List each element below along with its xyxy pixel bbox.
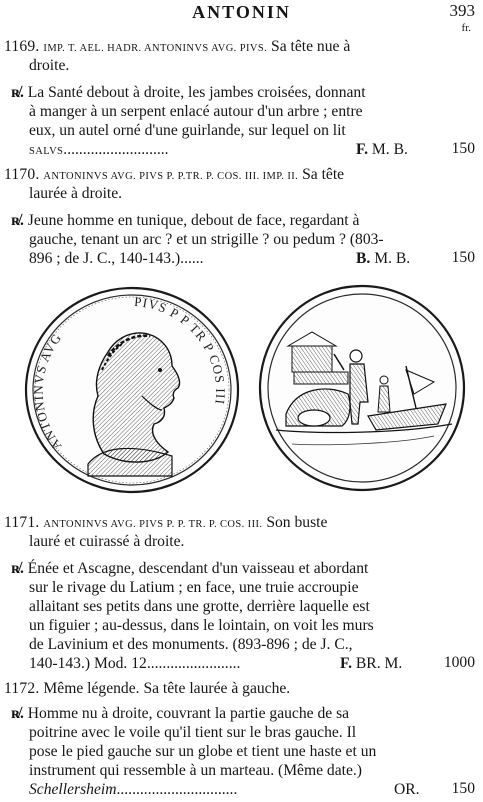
reverse-description: Homme nu à droite, couvrant la partie gauche de sa	[27, 705, 350, 722]
leader-dots: ...........................	[63, 141, 169, 158]
metal-module: M. B.	[374, 250, 411, 267]
leader-dots: ........................	[146, 655, 241, 672]
reverse-line: instrument qui ressemble à un marteau. (Même date.)	[29, 762, 362, 779]
reverse-description: 140-143.) Mod. 12	[29, 655, 147, 672]
metal-module: M. B.	[371, 141, 408, 158]
entry-obverse-line: laurée à droite.	[29, 185, 123, 202]
reverse-line: de Lavinium et des monuments. (893-896 ; de J. C.,	[29, 636, 353, 653]
reverse-line: à manger à un serpent enlacé autour d'un arbre ; entre	[29, 103, 363, 120]
reverse-marker: ʀ̸.	[11, 705, 24, 722]
coin-legend: IMP. T. AEL. HADR. ANTONINVS AVG. PIVS.	[43, 43, 268, 54]
rarity-grade: F.	[356, 141, 368, 158]
metal-module: BR. M.	[355, 655, 403, 672]
reverse-line: un figuier ; au-dessus, dans le lointain, on voit les murs	[29, 617, 374, 634]
entry-obverse-line: droite.	[29, 57, 70, 74]
reverse-line: gauche, tenant un arc ? et un strigille ? ou pedum ? (803-	[29, 231, 384, 248]
price: 1000	[443, 654, 475, 671]
coin-legend: ANTONINVS AVG. PIVS P. P.TR. P. COS. III. IMP. II.	[43, 171, 299, 182]
entry-obverse-line	[4, 37, 350, 58]
entry-obverse-line: lauré et cuirassé à droite.	[29, 533, 185, 550]
reverse-line	[11, 704, 349, 723]
rarity-grade: B.	[356, 250, 371, 267]
obverse-description: Sa tête nue à	[271, 38, 351, 55]
rarity-metal	[356, 140, 408, 159]
reverse-marker: ʀ̸.	[11, 560, 24, 577]
leader-dots: ......	[180, 250, 204, 267]
reverse-line	[11, 83, 366, 102]
coin-reverse-image	[256, 284, 472, 494]
reverse-description: La Santé debout à droite, les jambes croisées, donnant	[27, 84, 366, 101]
entry-obverse-line	[4, 165, 344, 186]
price: 150	[451, 249, 475, 266]
reverse-marker: ʀ̸.	[11, 84, 24, 101]
coin-legend: ANTONINVS AVG. PIVS P. P. TR. P. COS. III.	[43, 519, 263, 530]
entry-obverse-line	[4, 513, 327, 534]
obverse-description: Sa tête	[302, 166, 345, 183]
reverse-marker: ʀ̸.	[11, 212, 24, 229]
reverse-line: allaitant ses petits dans une grotte, derrière laquelle est	[29, 598, 370, 615]
coin-illustration	[0, 278, 483, 493]
reverse-description: 896 ; de J. C., 140-143.)	[29, 250, 181, 267]
entry-number: 1171.	[4, 514, 40, 531]
obverse-description: Son buste	[266, 514, 328, 531]
page-number: 393	[449, 1, 475, 20]
reverse-line: poitrine avec le voile qu'il tient sur le bras gauche. Il	[29, 724, 357, 741]
reverse-description: Jeune homme en tunique, debout de face, regardant à	[27, 212, 360, 229]
obverse-description: Même légende. Sa tête laurée à gauche.	[43, 680, 291, 697]
rarity-metal	[340, 654, 402, 673]
coin-legend: SALVS	[29, 146, 64, 157]
coin-obverse-image	[22, 286, 242, 494]
entry-number: 1172.	[4, 680, 40, 697]
leader-dots: ...............................	[116, 781, 238, 798]
price: 150	[451, 140, 475, 157]
price-unit: fr.	[461, 22, 471, 34]
entry-number: 1170.	[4, 166, 40, 183]
entry-number: 1169.	[4, 38, 40, 55]
entry-obverse-line	[4, 679, 290, 698]
running-head: ANTONIN	[192, 2, 291, 22]
reverse-description: Énée et Ascagne, descendant d'un vaisseau et abordant	[27, 560, 369, 577]
reverse-line: pose le pied gauche sur un globe et tient une haste et un	[29, 743, 377, 760]
reverse-line	[11, 211, 359, 230]
coin-legend-right: PIVS P P TR P COS III	[133, 293, 229, 406]
reverse-line	[29, 780, 237, 799]
reverse-line	[29, 140, 169, 161]
reverse-line	[11, 559, 368, 578]
coin-legend-left: ANTONINVS AVG	[30, 330, 65, 454]
collection-name: Schellersheim	[29, 781, 117, 798]
rarity-metal	[356, 249, 410, 268]
reverse-line	[29, 654, 240, 673]
reverse-line: eux, un autel orné d'une guirlande, sur lequel on lit	[29, 122, 346, 139]
price: 150	[451, 780, 475, 797]
rarity-grade: F.	[340, 655, 352, 672]
reverse-line: sur le rivage du Latium ; en face, une truie accroupie	[29, 579, 359, 596]
reverse-line	[29, 249, 204, 268]
metal-module: OR.	[394, 781, 420, 798]
